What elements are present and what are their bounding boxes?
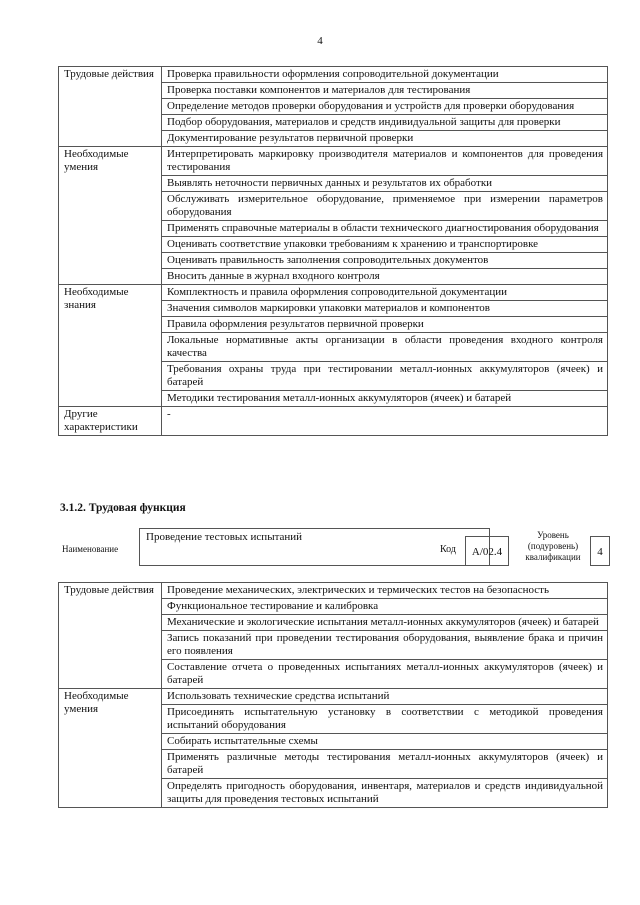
requirement-item: Обслуживать измерительное оборудование, применяемое при измерении параметров оборудования xyxy=(162,192,608,221)
requirement-item: Требования охраны труда при тестировании металл-ионных аккумуляторов (ячеек) и батарей xyxy=(162,362,608,391)
requirement-item: Интерпретировать маркировку производителя материалов и компонентов для проведения тестирования xyxy=(162,147,608,176)
requirement-item: Определение методов проверки оборудования и устройств для проверки оборудования xyxy=(162,99,608,115)
requirement-item: Значения символов маркировки упаковки материалов и компонентов xyxy=(162,301,608,317)
requirement-item: Проверка поставки компонентов и материалов для тестирования xyxy=(162,83,608,99)
function-name-block xyxy=(58,528,612,568)
requirement-item: Проверка правильности оформления сопроводительной документации xyxy=(162,67,608,83)
section-title: 3.1.2. Трудовая функция xyxy=(60,502,186,514)
level-value: 4 xyxy=(590,536,610,566)
requirement-item: Комплектность и правила оформления сопроводительной документации xyxy=(162,285,608,301)
code-value: A/02.4 xyxy=(465,536,509,566)
requirement-item: Оценивать правильность заполнения сопроводительных документов xyxy=(162,253,608,269)
requirement-item: Применять различные методы тестирования металл-ионных аккумуляторов (ячеек) и батарей xyxy=(162,750,608,779)
group-label: Трудовые действия xyxy=(59,583,162,689)
requirement-item: Документирование результатов первичной проверки xyxy=(162,131,608,147)
group-label: Трудовые действия xyxy=(59,67,162,147)
group-label: Необходимые знания xyxy=(59,285,162,407)
requirement-item: - xyxy=(162,407,608,436)
requirement-item: Использовать технические средства испытаний xyxy=(162,689,608,705)
level-label: Уровень (подуровень) квалификации xyxy=(525,530,581,562)
group-label: Необходимые умения xyxy=(59,147,162,285)
table-row xyxy=(59,67,608,83)
table-row xyxy=(59,689,608,705)
name-label: Наименование xyxy=(62,544,119,554)
function-requirements-table xyxy=(58,582,608,808)
table-row xyxy=(59,407,608,436)
requirement-item: Методики тестирования металл-ионных аккумуляторов (ячеек) и батарей xyxy=(162,391,608,407)
requirement-item: Выявлять неточности первичных данных и результатов их обработки xyxy=(162,176,608,192)
code-label: Код xyxy=(440,544,456,555)
table-row xyxy=(59,285,608,301)
requirement-item: Запись показаний при проведении тестирования оборудования, выявление брака и причин его появления xyxy=(162,631,608,660)
requirement-item: Собирать испытательные схемы xyxy=(162,734,608,750)
requirement-item: Составление отчета о проведенных испытаниях металл-ионных аккумуляторов (ячеек) и батарей xyxy=(162,660,608,689)
table-row xyxy=(59,583,608,599)
name-value: Проведение тестовых испытаний xyxy=(139,528,490,566)
requirement-item: Функциональное тестирование и калибровка xyxy=(162,599,608,615)
requirement-item: Проведение механических, электрических и термических тестов на безопасность xyxy=(162,583,608,599)
requirements-table xyxy=(58,66,608,436)
table-row xyxy=(59,147,608,176)
group-label: Другие характеристики xyxy=(59,407,162,436)
requirement-item: Вносить данные в журнал входного контроля xyxy=(162,269,608,285)
requirement-item: Присоединять испытательную установку в соответствии с методикой проведения испытаний оборудования xyxy=(162,705,608,734)
requirement-item: Правила оформления результатов первичной проверки xyxy=(162,317,608,333)
requirement-item: Подбор оборудования, материалов и средств индивидуальной защиты для проверки xyxy=(162,115,608,131)
page-number: 4 xyxy=(317,35,323,47)
requirement-item: Определять пригодность оборудования, инвентаря, материалов и средств индивидуальной защиты для проведения тестовых испытаний xyxy=(162,779,608,808)
group-label: Необходимые умения xyxy=(59,689,162,808)
requirement-item: Применять справочные материалы в области технического диагностирования оборудования xyxy=(162,221,608,237)
requirement-item: Оценивать соответствие упаковки требованиям к хранению и транспортировке xyxy=(162,237,608,253)
requirement-item: Локальные нормативные акты организации в области проведения входного контроля качества xyxy=(162,333,608,362)
requirement-item: Механические и экологические испытания металл-ионных аккумуляторов (ячеек) и батарей xyxy=(162,615,608,631)
